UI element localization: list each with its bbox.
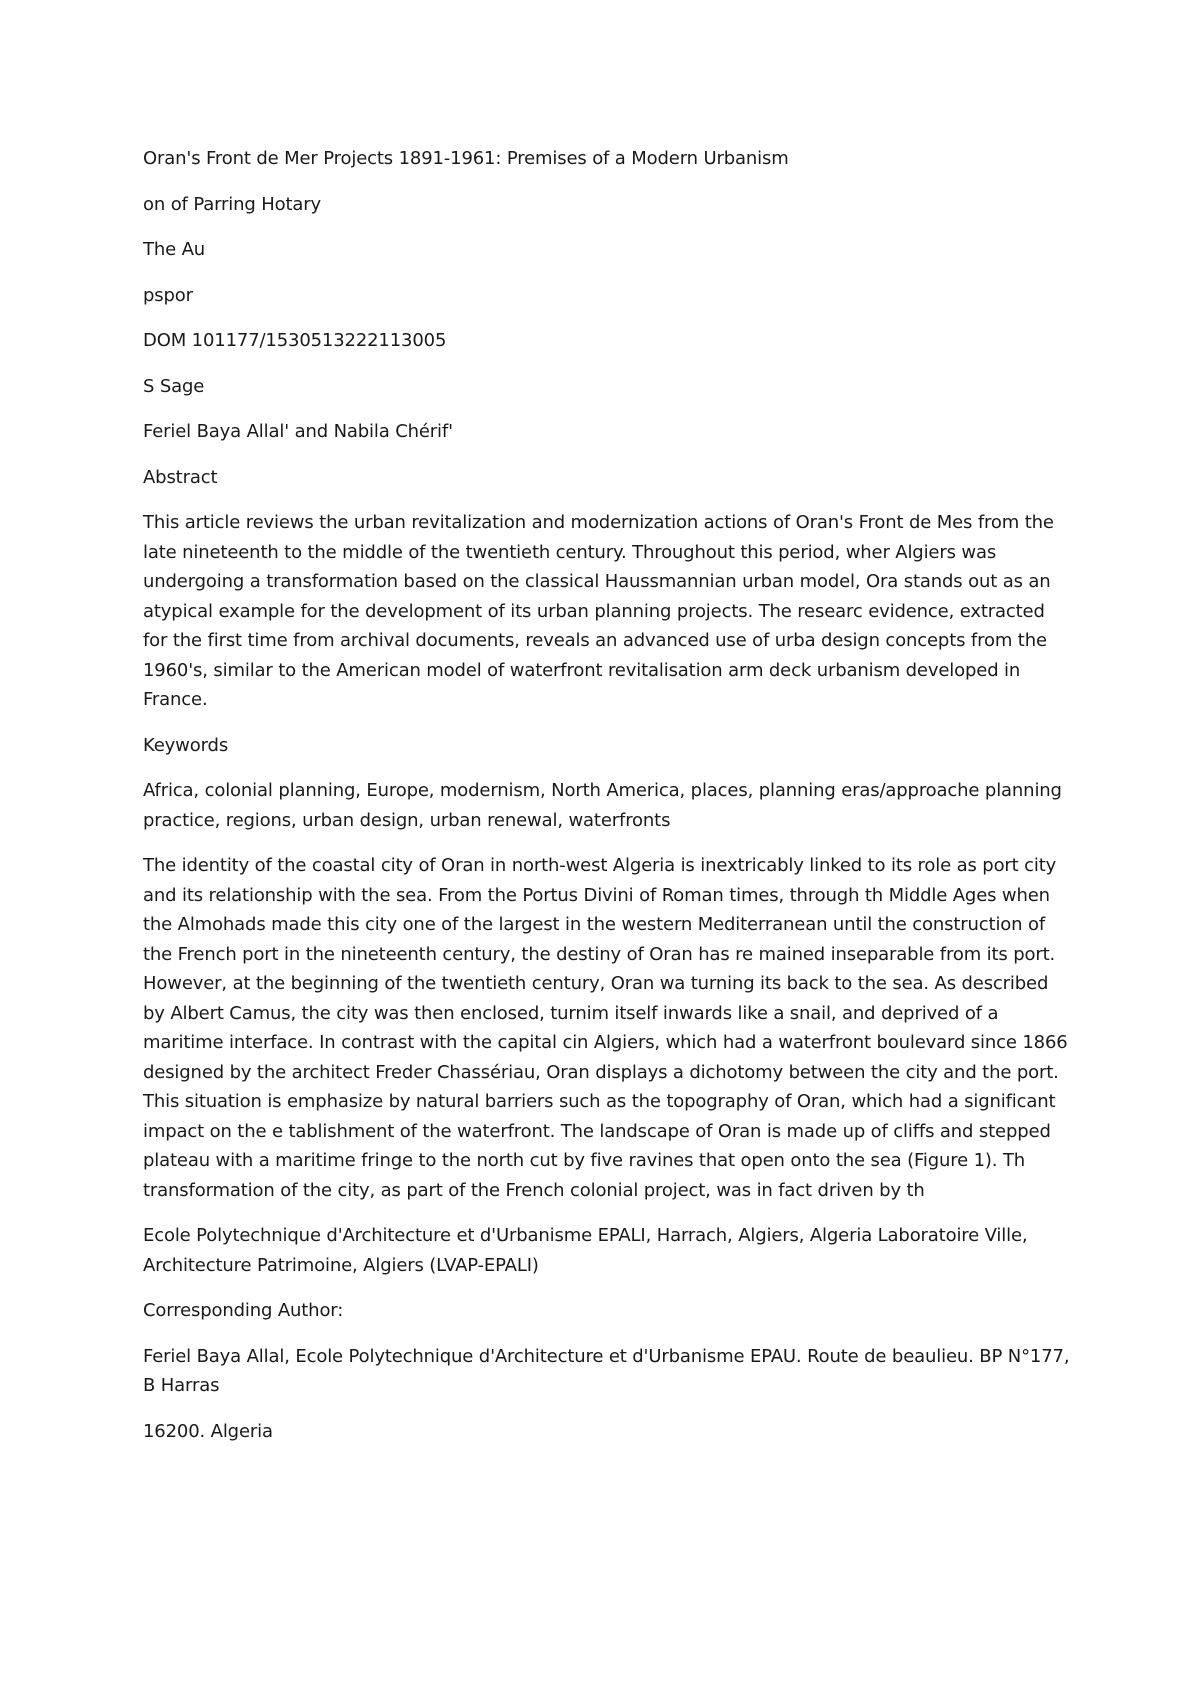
abstract-paragraph: This article reviews the urban revitalization and modernization actions of Oran's Front de Mes from the late nineteenth to the middle of the twentieth century. Throughout this period, wher Algiers was undergoing a transformation based on the classical Haussmannian urban model, Ora stands out as an atypical example for the development of its urban planning projects. The researc evidence, extracted for the first time from archival documents, reveals an advanced use of urba design concepts from the 1960's, similar to the American model of waterfront revitalisation arm deck urbanism developed in France. bbox=[143, 512, 1054, 710]
authors-line: Feriel Baya Allal' and Nabila Chérif' bbox=[143, 421, 453, 442]
corresponding-heading: Corresponding Author: bbox=[143, 1300, 344, 1321]
journal-line: on of Parring Hotary bbox=[143, 193, 322, 215]
keywords-paragraph: Africa, colonial planning, Europe, modernism, North America, places, planning eras/approache planning practice, regions, urban design, urban renewal, waterfronts bbox=[143, 780, 1062, 831]
document-body bbox=[143, 144, 1071, 1462]
postal-line: 16200. Algeria bbox=[143, 1420, 273, 1442]
doi-line: DOM 101177/1530513222113005 bbox=[143, 330, 447, 351]
body-paragraph: The identity of the coastal city of Oran in north-west Algeria is inextricably linked to its role as port city and its relationship with the sea. From the Portus Divini of Roman times, through th Middle Ages when the Almohads made this city one of the largest in the western Mediterranean until the construction of the French port in the nineteenth century, the destiny of Oran has re mained inseparable from its port. However, at the beginning of the twentieth century, Oran wa turning its back to the sea. As described by Albert Camus, the city was then enclosed, turnim itself inwards like a snail, and deprived of a maritime interface. In contrast with the capital cin Algiers, which had a waterfront boulevard since 1866 designed by the architect Freder Chassériau, Oran displays a dichotomy between the city and the port. This situation is emphasize by natural barriers such as the topography of Oran, which had a significant impact on the e tablishment of the waterfront. The landscape of Oran is made up of cliffs and stepped plateau with a maritime fringe to the north cut by five ravines that open onto the sea (Figure 1). Th transformation of the city, as part of the French colonial project, was in fact driven by th bbox=[143, 855, 1068, 1201]
article-title: Oran's Front de Mer Projects 1891-1961: Premises of a Modern Urbanism bbox=[143, 148, 789, 169]
affiliation-paragraph: Ecole Polytechnique d'Architecture et d'Urbanisme EPALI, Harrach, Algiers, Algeria Laboratoire Ville, Architecture Patrimoine, Algiers (LVAP-EPALI) bbox=[143, 1225, 1028, 1276]
abstract-heading: Abstract bbox=[143, 466, 218, 488]
keywords-heading: Keywords bbox=[143, 734, 229, 756]
publisher-line: S Sage bbox=[143, 375, 205, 397]
fragment-line: pspor bbox=[143, 284, 193, 306]
corresponding-address: Feriel Baya Allal, Ecole Polytechnique d'Architecture et d'Urbanisme EPAU. Route de beaulieu. BP N°177, B Harras bbox=[143, 1345, 1070, 1396]
author-fragment-line: The Au bbox=[143, 239, 206, 260]
